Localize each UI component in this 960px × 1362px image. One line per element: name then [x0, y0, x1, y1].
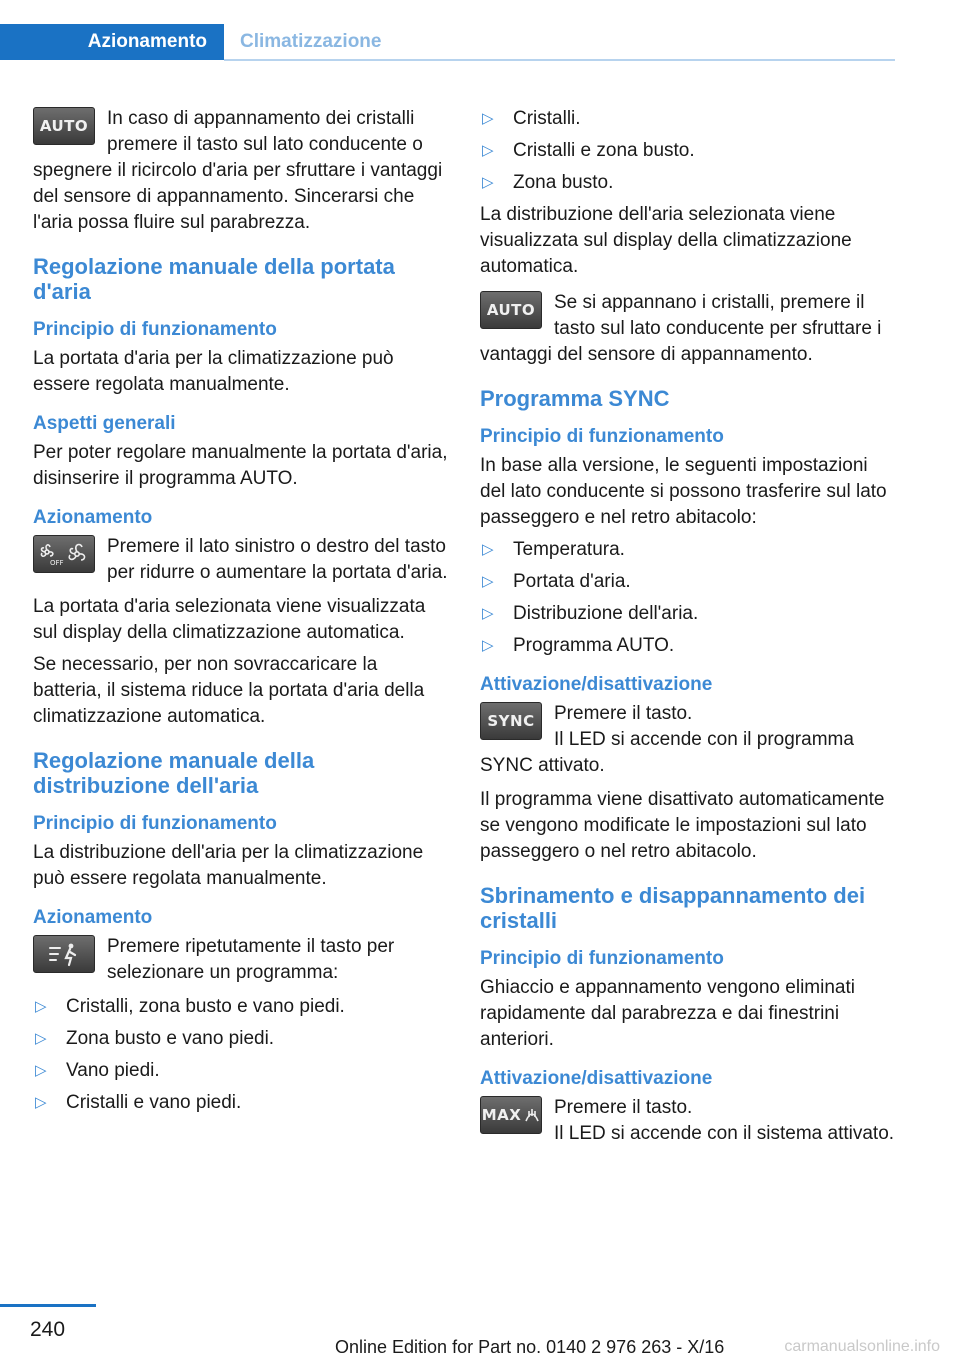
- header-tabs: [0, 24, 895, 62]
- list-item: [480, 537, 896, 563]
- list-item-text: Cristalli, zona busto e vano piedi.: [66, 996, 345, 1017]
- list-item: [33, 1026, 449, 1052]
- svg-text:OFF: OFF: [50, 559, 64, 567]
- auto-button-image: [33, 107, 95, 145]
- air-distribution-icon: [44, 940, 84, 968]
- bullet-arrow-icon: ▷: [482, 541, 494, 558]
- sync-list: [480, 537, 896, 659]
- auto-note: [33, 106, 449, 236]
- list-item: [33, 994, 449, 1020]
- sync-off-text: Il programma viene disattivato automaticamente se vengono modificate le impostazioni sul lato passeggero o nel retro abitacolo.: [480, 789, 885, 862]
- heading-operation: Azionamento: [33, 507, 153, 528]
- list-item-text: Cristalli.: [513, 108, 581, 129]
- list-item-text: Zona busto.: [513, 172, 614, 193]
- defrost-text: Ghiaccio e appannamento vengono eliminati rapidamente dal parabrezza e dai finestrini anteriori.: [480, 977, 855, 1050]
- program-list-right: [480, 106, 896, 196]
- list-item: [33, 1090, 449, 1116]
- heading-distribution: Regolazione manuale della distribuzione dell'aria: [33, 748, 315, 798]
- heading-operation-2: Azionamento: [33, 907, 153, 928]
- header-divider: [224, 59, 895, 61]
- list-item: [33, 1058, 449, 1084]
- bullet-arrow-icon: ▷: [35, 998, 47, 1015]
- list-item-text: Temperatura.: [513, 539, 625, 560]
- display-text: La portata d'aria selezionata viene visualizzata sul display della climatizzazione automatica.: [33, 596, 426, 643]
- principle-text: La portata d'aria per la climatizzazione può essere regolata manualmente.: [33, 348, 394, 395]
- fan-text: Premere il lato sinistro o destro del tasto per ridurre o aumentare la portata d'aria.: [107, 536, 448, 583]
- auto-note-2: [480, 290, 896, 368]
- bullet-arrow-icon: ▷: [35, 1062, 47, 1079]
- distribution-text: La distribuzione dell'aria per la climatizzazione può essere regolata manualmente.: [33, 842, 424, 889]
- bullet-arrow-icon: ▷: [35, 1094, 47, 1111]
- list-item-text: Cristalli e vano piedi.: [66, 1092, 242, 1113]
- list-item-text: Cristalli e zona busto.: [513, 140, 695, 161]
- tab-climatizzazione[interactable]: Climatizzazione: [240, 31, 382, 52]
- heading-airflow: Regolazione manuale della portata d'aria: [33, 254, 395, 304]
- list-item-text: Programma AUTO.: [513, 635, 675, 656]
- list-item-text: Vano piedi.: [66, 1060, 160, 1081]
- list-item-text: Zona busto e vano piedi.: [66, 1028, 275, 1049]
- defrost-icon: [524, 1105, 540, 1125]
- fan-button-image: [33, 535, 95, 573]
- program-list-left: [33, 994, 449, 1116]
- bullet-arrow-icon: ▷: [482, 174, 494, 191]
- auto-intro-text: In caso di appannamento dei cristalli premere il tasto sul lato conducente o spegnere il ricircolo d'aria per sfruttare i vantaggi del sensore di appannamento. Sincerarsi che l'aria possa fluire sul parabrezza.: [33, 108, 443, 233]
- sync-text: In base alla versione, le seguenti impostazioni del lato conducente si possono trasferire sul lato passeggero e nel retro abitacolo:: [480, 455, 887, 528]
- left-column: [33, 106, 449, 1122]
- heading-defrost: Sbrinamento e disappannamento dei cristalli: [480, 883, 866, 933]
- list-item-text: Portata d'aria.: [513, 571, 631, 592]
- auto-label: AUTO: [39, 117, 89, 135]
- bullet-arrow-icon: ▷: [482, 637, 494, 654]
- sync-button-image: [480, 702, 542, 740]
- auto-label-2: AUTO: [486, 301, 536, 319]
- sync-note: [480, 701, 896, 779]
- heading-activation-2: Attivazione/disattivazione: [480, 1068, 713, 1089]
- list-item: [480, 633, 896, 659]
- fan-icon: [36, 539, 92, 569]
- distribution-instructions: Premere ripetutamente il tasto per selezionare un programma:: [107, 936, 395, 983]
- list-item: [480, 569, 896, 595]
- heading-sync: Programma SYNC: [480, 386, 670, 411]
- list-item: [480, 138, 896, 164]
- distribution-note: [33, 934, 449, 986]
- heading-activation: Attivazione/disattivazione: [480, 674, 713, 695]
- max-press-text: Premere il tasto.: [554, 1097, 693, 1118]
- max-led-text: Il LED si accende con il sistema attivato.: [554, 1123, 895, 1144]
- sync-press-text: Premere il tasto.: [554, 703, 693, 724]
- footer-rule: [0, 1304, 96, 1307]
- heading-principle: Principio di funzionamento: [33, 319, 277, 340]
- list-item: [480, 170, 896, 196]
- right-column: [480, 106, 896, 1155]
- bullet-arrow-icon: ▷: [482, 110, 494, 127]
- selected-distribution-text: La distribuzione dell'aria selezionata viene visualizzata sul display della climatizzazione automatica.: [480, 204, 852, 277]
- list-item: [480, 106, 896, 132]
- page-number: 240: [30, 1318, 66, 1341]
- heading-principle-3: Principio di funzionamento: [480, 426, 724, 447]
- general-text: Per poter regolare manualmente la portata d'aria, disinserire il programma AUTO.: [33, 442, 448, 489]
- heading-general: Aspetti generali: [33, 413, 176, 434]
- bullet-arrow-icon: ▷: [482, 142, 494, 159]
- sync-label: SYNC: [487, 712, 535, 730]
- heading-principle-4: Principio di funzionamento: [480, 948, 724, 969]
- fan-note: [33, 534, 449, 586]
- edition-text: Online Edition for Part no. 0140 2 976 263 - X/16: [335, 1337, 725, 1357]
- heading-principle-2: Principio di funzionamento: [33, 813, 277, 834]
- max-note: [480, 1095, 896, 1147]
- watermark: carmanualsonline.info: [784, 1338, 940, 1355]
- bullet-arrow-icon: ▷: [482, 605, 494, 622]
- max-label: MAX: [481, 1106, 522, 1124]
- bullet-arrow-icon: ▷: [35, 1030, 47, 1047]
- bullet-arrow-icon: ▷: [482, 573, 494, 590]
- distribution-button-image: [33, 935, 95, 973]
- tab-azionamento[interactable]: Azionamento: [0, 24, 224, 60]
- sync-led-text: Il LED si accende con il programma SYNC attivato.: [480, 729, 854, 776]
- list-item: [480, 601, 896, 627]
- auto-button-image-2: [480, 291, 542, 329]
- auto-text: Se si appannano i cristalli, premere il tasto sul lato conducente per sfruttare i vantaggi del sensore di appannamento.: [480, 292, 882, 365]
- list-item-text: Distribuzione dell'aria.: [513, 603, 699, 624]
- battery-text: Se necessario, per non sovraccaricare la batteria, il sistema riduce la portata d'aria della climatizzazione automatica.: [33, 654, 425, 727]
- max-button-image: [480, 1096, 542, 1134]
